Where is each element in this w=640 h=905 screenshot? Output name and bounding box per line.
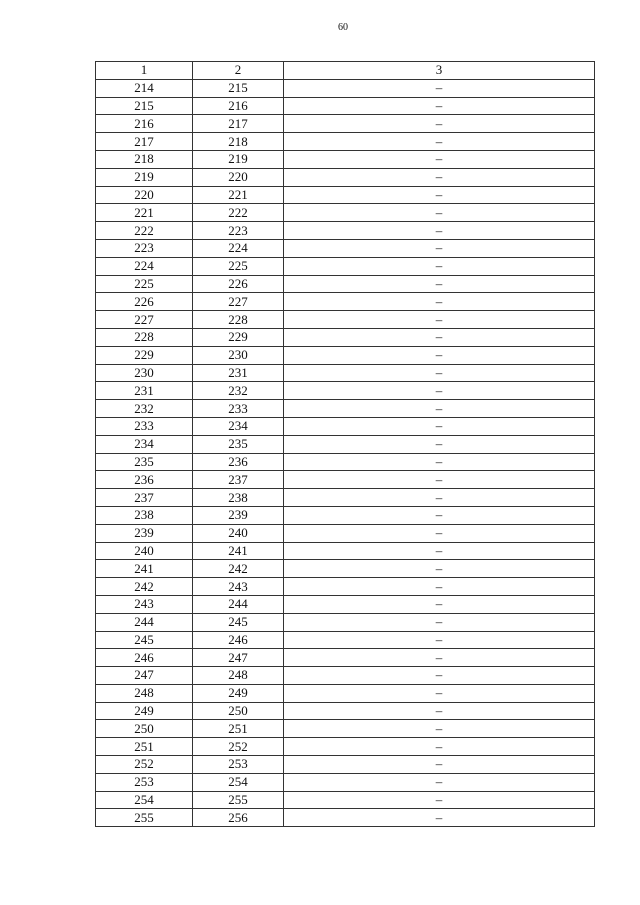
- table-cell-col-3: –: [284, 168, 595, 186]
- table-cell-col-3: –: [284, 595, 595, 613]
- table-row: [96, 186, 595, 204]
- table-cell-col-2: 227: [193, 293, 284, 311]
- table-row: [96, 542, 595, 560]
- table-cell-col-3: –: [284, 79, 595, 97]
- table-cell-col-1: 231: [96, 382, 193, 400]
- table-cell-col-2: 249: [193, 684, 284, 702]
- page-number: 60: [338, 22, 348, 33]
- table-cell-col-2: 222: [193, 204, 284, 222]
- table-cell-col-2: 252: [193, 738, 284, 756]
- table-row: [96, 631, 595, 649]
- table-row: [96, 382, 595, 400]
- table-cell-col-1: 223: [96, 239, 193, 257]
- table-cell-col-1: 230: [96, 364, 193, 382]
- table-row: [96, 275, 595, 293]
- table-cell-col-1: 236: [96, 471, 193, 489]
- table-cell-col-1: 222: [96, 222, 193, 240]
- table-cell-col-3: –: [284, 773, 595, 791]
- table-cell-col-1: 250: [96, 720, 193, 738]
- table-cell-col-1: 215: [96, 97, 193, 115]
- table-cell-col-3: –: [284, 578, 595, 596]
- table-cell-col-2: 232: [193, 382, 284, 400]
- table-cell-col-3: –: [284, 738, 595, 756]
- table-row: [96, 613, 595, 631]
- table-row: [96, 364, 595, 382]
- table-cell-col-1: 249: [96, 702, 193, 720]
- table-row: [96, 506, 595, 524]
- table-cell-col-1: 241: [96, 560, 193, 578]
- table-cell-col-1: 217: [96, 133, 193, 151]
- table-cell-col-3: –: [284, 222, 595, 240]
- table-cell-col-3: –: [284, 702, 595, 720]
- table-cell-col-1: 251: [96, 738, 193, 756]
- table-cell-col-3: –: [284, 684, 595, 702]
- table-cell-col-3: –: [284, 293, 595, 311]
- table-cell-col-2: 228: [193, 311, 284, 329]
- table-row: [96, 257, 595, 275]
- table-cell-col-1: 244: [96, 613, 193, 631]
- table-row: [96, 239, 595, 257]
- table-row: [96, 667, 595, 685]
- table-cell-col-2: 235: [193, 435, 284, 453]
- table-cell-col-2: 215: [193, 79, 284, 97]
- table-cell-col-2: 244: [193, 595, 284, 613]
- table-row: [96, 168, 595, 186]
- table-row: [96, 150, 595, 168]
- table-cell-col-3: –: [284, 453, 595, 471]
- table-cell-col-2: 231: [193, 364, 284, 382]
- table-cell-col-3: –: [284, 400, 595, 418]
- table-cell-col-3: –: [284, 186, 595, 204]
- table-cell-col-2: 243: [193, 578, 284, 596]
- data-table: [95, 61, 595, 827]
- table-row: [96, 435, 595, 453]
- table-cell-col-3: –: [284, 471, 595, 489]
- table-row: [96, 791, 595, 809]
- table-cell-col-2: 256: [193, 809, 284, 827]
- table-cell-col-1: 224: [96, 257, 193, 275]
- table-cell-col-2: 245: [193, 613, 284, 631]
- table-cell-col-1: 247: [96, 667, 193, 685]
- table-cell-col-2: 239: [193, 506, 284, 524]
- table-cell-col-2: 246: [193, 631, 284, 649]
- table-cell-col-1: 226: [96, 293, 193, 311]
- table-cell-col-1: 239: [96, 524, 193, 542]
- table-cell-col-1: 242: [96, 578, 193, 596]
- table-cell-col-2: 218: [193, 133, 284, 151]
- table-cell-col-1: 233: [96, 417, 193, 435]
- table-cell-col-2: 240: [193, 524, 284, 542]
- table-row: [96, 417, 595, 435]
- table-cell-col-1: 255: [96, 809, 193, 827]
- table-cell-col-1: 234: [96, 435, 193, 453]
- table-cell-col-1: 248: [96, 684, 193, 702]
- table-row: [96, 738, 595, 756]
- column-header-2: 2: [193, 62, 284, 80]
- table-row: [96, 524, 595, 542]
- table-row: [96, 649, 595, 667]
- table-row: [96, 97, 595, 115]
- table-body: [96, 79, 595, 826]
- table-cell-col-2: 248: [193, 667, 284, 685]
- table-cell-col-3: –: [284, 435, 595, 453]
- column-header-1: 1: [96, 62, 193, 80]
- table-cell-col-1: 238: [96, 506, 193, 524]
- table-cell-col-3: –: [284, 667, 595, 685]
- table-cell-col-3: –: [284, 275, 595, 293]
- table-cell-col-2: 251: [193, 720, 284, 738]
- table-cell-col-3: –: [284, 506, 595, 524]
- table-cell-col-2: 221: [193, 186, 284, 204]
- table-cell-col-1: 237: [96, 489, 193, 507]
- table-row: [96, 346, 595, 364]
- table-cell-col-1: 240: [96, 542, 193, 560]
- table-cell-col-1: 214: [96, 79, 193, 97]
- column-header-3: 3: [284, 62, 595, 80]
- table-cell-col-2: 220: [193, 168, 284, 186]
- table-cell-col-1: 227: [96, 311, 193, 329]
- table-cell-col-1: 253: [96, 773, 193, 791]
- table-row: [96, 809, 595, 827]
- table-cell-col-3: –: [284, 720, 595, 738]
- table-cell-col-2: 230: [193, 346, 284, 364]
- table-cell-col-1: 219: [96, 168, 193, 186]
- table-cell-col-2: 229: [193, 328, 284, 346]
- table-row: [96, 471, 595, 489]
- table-cell-col-2: 255: [193, 791, 284, 809]
- table-row: [96, 702, 595, 720]
- table-cell-col-1: 218: [96, 150, 193, 168]
- table-cell-col-1: 243: [96, 595, 193, 613]
- table-row: [96, 115, 595, 133]
- table-row: [96, 489, 595, 507]
- table-cell-col-2: 247: [193, 649, 284, 667]
- table-row: [96, 773, 595, 791]
- table-cell-col-2: 242: [193, 560, 284, 578]
- table-cell-col-3: –: [284, 791, 595, 809]
- table-cell-col-3: –: [284, 364, 595, 382]
- table-cell-col-2: 238: [193, 489, 284, 507]
- table-row: [96, 560, 595, 578]
- table-cell-col-3: –: [284, 204, 595, 222]
- table-cell-col-3: –: [284, 756, 595, 774]
- table-row: [96, 756, 595, 774]
- table-cell-col-3: –: [284, 417, 595, 435]
- table-row: [96, 578, 595, 596]
- table-header-row: [96, 62, 595, 80]
- table-cell-col-1: 228: [96, 328, 193, 346]
- table-cell-col-3: –: [284, 257, 595, 275]
- table-cell-col-2: 253: [193, 756, 284, 774]
- table-cell-col-1: 225: [96, 275, 193, 293]
- table-cell-col-3: –: [284, 97, 595, 115]
- table-cell-col-2: 241: [193, 542, 284, 560]
- table-cell-col-2: 223: [193, 222, 284, 240]
- table-cell-col-2: 233: [193, 400, 284, 418]
- table-cell-col-2: 224: [193, 239, 284, 257]
- table-row: [96, 453, 595, 471]
- table-cell-col-1: 254: [96, 791, 193, 809]
- table-cell-col-1: 232: [96, 400, 193, 418]
- table-cell-col-2: 250: [193, 702, 284, 720]
- table-cell-col-1: 235: [96, 453, 193, 471]
- table-cell-col-3: –: [284, 560, 595, 578]
- table-cell-col-3: –: [284, 150, 595, 168]
- table-row: [96, 133, 595, 151]
- table-cell-col-3: –: [284, 631, 595, 649]
- table-cell-col-2: 217: [193, 115, 284, 133]
- table-cell-col-2: 236: [193, 453, 284, 471]
- table-cell-col-1: 229: [96, 346, 193, 364]
- table-cell-col-3: –: [284, 649, 595, 667]
- table-cell-col-2: 226: [193, 275, 284, 293]
- table-cell-col-2: 225: [193, 257, 284, 275]
- table-cell-col-2: 216: [193, 97, 284, 115]
- table-row: [96, 222, 595, 240]
- table-cell-col-3: –: [284, 542, 595, 560]
- table-cell-col-1: 216: [96, 115, 193, 133]
- table-cell-col-2: 234: [193, 417, 284, 435]
- table-cell-col-2: 237: [193, 471, 284, 489]
- table-cell-col-3: –: [284, 239, 595, 257]
- table-row: [96, 328, 595, 346]
- table-row: [96, 720, 595, 738]
- table-row: [96, 79, 595, 97]
- table-cell-col-3: –: [284, 328, 595, 346]
- table-cell-col-3: –: [284, 133, 595, 151]
- table-row: [96, 595, 595, 613]
- table-row: [96, 311, 595, 329]
- table-cell-col-1: 245: [96, 631, 193, 649]
- table-row: [96, 400, 595, 418]
- table-row: [96, 684, 595, 702]
- table-cell-col-3: –: [284, 311, 595, 329]
- table-row: [96, 204, 595, 222]
- table-cell-col-3: –: [284, 524, 595, 542]
- table-cell-col-3: –: [284, 115, 595, 133]
- table-cell-col-1: 220: [96, 186, 193, 204]
- table-cell-col-1: 252: [96, 756, 193, 774]
- table-cell-col-3: –: [284, 382, 595, 400]
- table-cell-col-3: –: [284, 613, 595, 631]
- table-cell-col-3: –: [284, 489, 595, 507]
- table-cell-col-3: –: [284, 809, 595, 827]
- table-cell-col-2: 254: [193, 773, 284, 791]
- table-cell-col-3: –: [284, 346, 595, 364]
- table-row: [96, 293, 595, 311]
- table-cell-col-1: 246: [96, 649, 193, 667]
- table-cell-col-1: 221: [96, 204, 193, 222]
- table-cell-col-2: 219: [193, 150, 284, 168]
